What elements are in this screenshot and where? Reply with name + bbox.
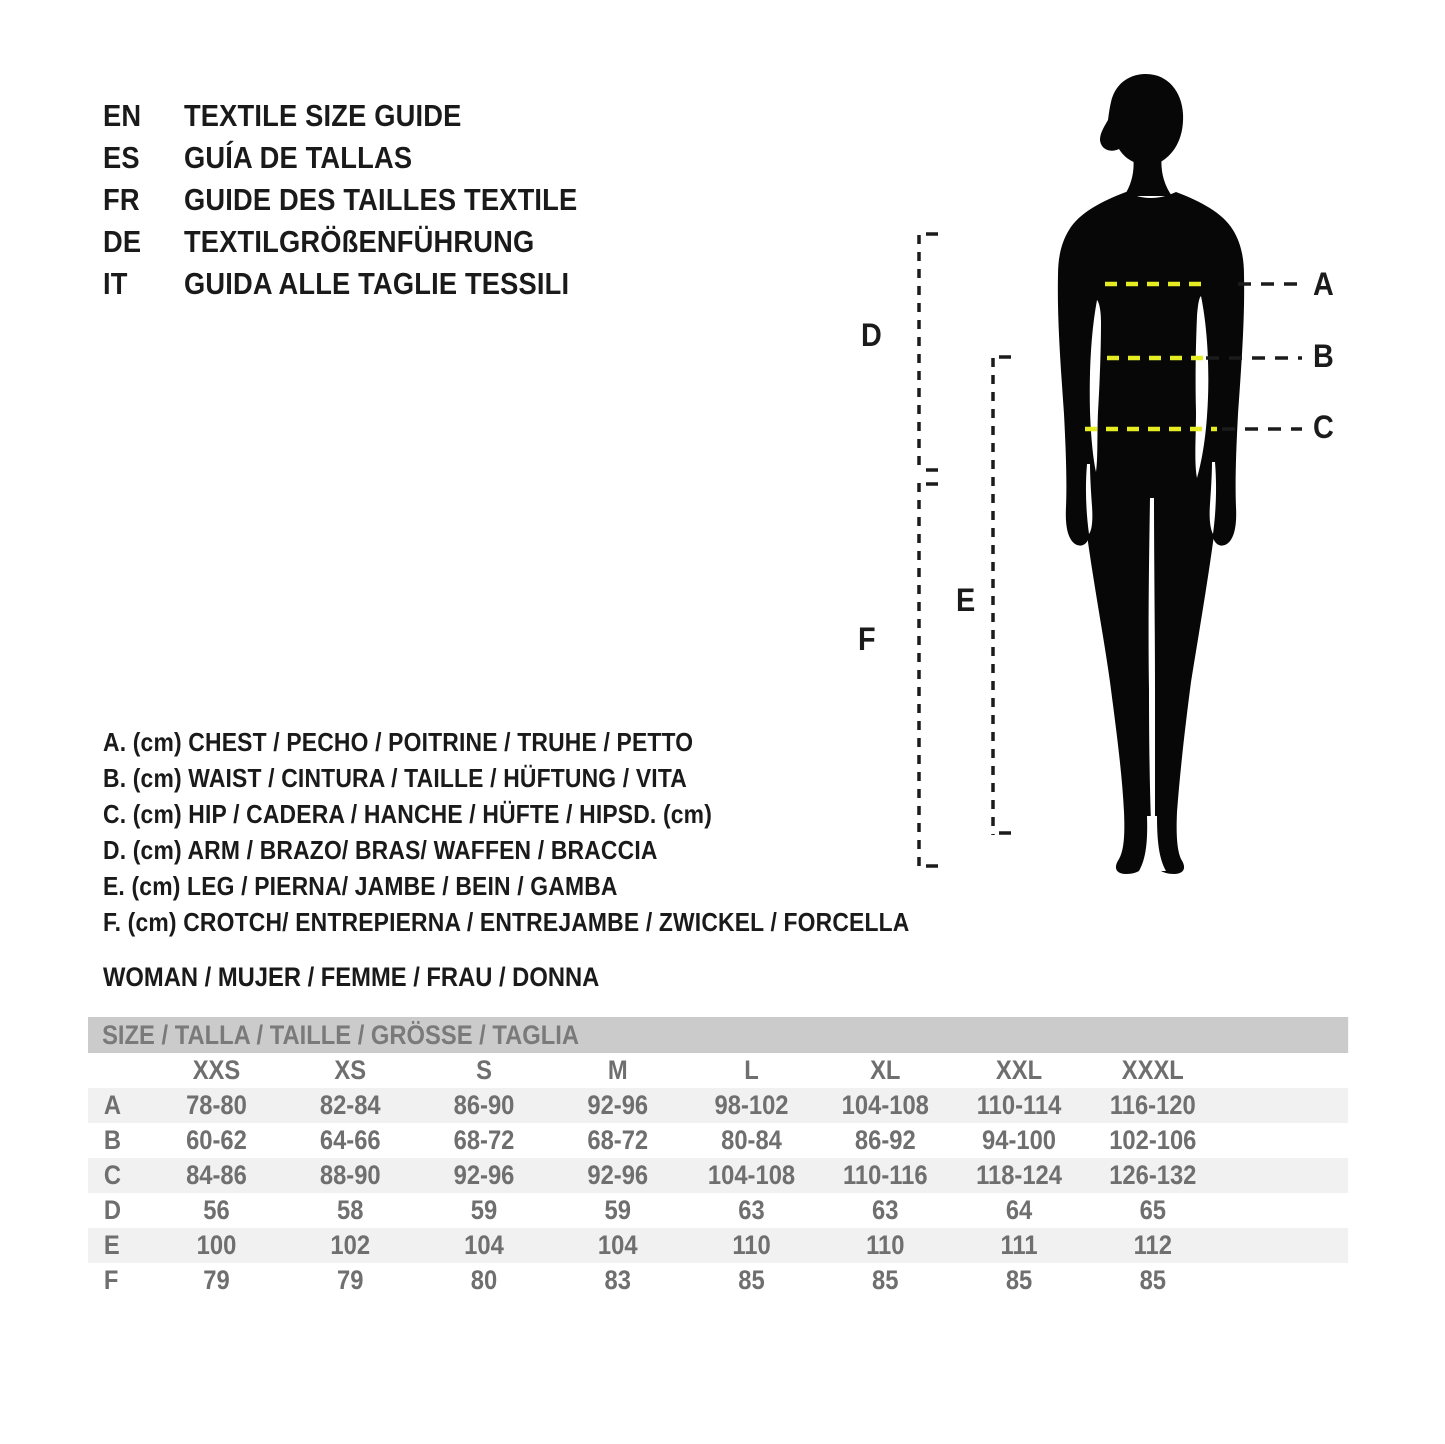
value-cell: 102-106 <box>1109 1125 1197 1155</box>
value-cell: 80-84 <box>721 1125 782 1155</box>
row-label: A <box>103 1090 121 1120</box>
legend-line-leg: E. (cm) LEG / PIERNA/ JAMBE / BEIN / GAMBA <box>103 871 618 901</box>
value-cell: 104 <box>597 1230 638 1260</box>
value-cell: 79 <box>203 1265 230 1295</box>
value-cell: 118-124 <box>976 1160 1062 1190</box>
size-name-cell: XS <box>334 1055 367 1085</box>
language-code: EN <box>103 98 142 133</box>
value-cell: 110-116 <box>842 1160 928 1190</box>
value-cell: 116-120 <box>1109 1090 1196 1120</box>
language-row-fr <box>103 179 577 221</box>
value-cell: 68-72 <box>587 1125 649 1155</box>
diagram-label-crotch: F <box>858 621 876 657</box>
size-name-cell: XL <box>870 1055 901 1085</box>
value-cell: 112 <box>1133 1230 1172 1260</box>
value-cell: 59 <box>604 1195 631 1225</box>
value-cell: 111 <box>1000 1230 1038 1260</box>
value-cell: 110 <box>866 1230 905 1260</box>
value-cell: 84-86 <box>186 1160 247 1190</box>
value-cell: 104-108 <box>707 1160 796 1190</box>
value-cell: 104 <box>464 1230 504 1260</box>
diagram-label-waist: B <box>1313 338 1334 374</box>
value-cell: 85 <box>738 1265 765 1295</box>
value-cell: 86-92 <box>854 1125 916 1155</box>
guide-title-de: TEXTILGRÖßENFÜHRUNG <box>183 224 535 259</box>
language-row-it <box>103 263 577 305</box>
size-name-cell: XXL <box>995 1055 1043 1085</box>
legend-line-crotch: F. (cm) CROTCH/ ENTREPIERNA / ENTREJAMBE / ZWICKEL / FORCELLA <box>103 907 910 937</box>
value-cell: 58 <box>337 1195 364 1225</box>
size-table <box>88 1017 1348 1298</box>
value-cell: 63 <box>738 1195 765 1225</box>
value-cell: 100 <box>196 1230 237 1260</box>
value-cell: 65 <box>1139 1195 1167 1225</box>
value-cell: 68-72 <box>453 1125 515 1155</box>
row-label: F <box>103 1265 119 1295</box>
language-code: FR <box>103 182 140 217</box>
value-cell: 94-100 <box>982 1125 1057 1155</box>
size-table-corner <box>88 1053 150 1088</box>
table-row <box>88 1263 1348 1298</box>
size-name-cell: M <box>607 1055 628 1085</box>
size-name-cell: L <box>744 1055 759 1085</box>
size-name-cell: XXS <box>192 1055 241 1085</box>
size-table-header: SIZE / TALLA / TAILLE / GRÖSSE / TAGLIA <box>88 1017 1348 1053</box>
value-cell: 64 <box>1005 1195 1033 1225</box>
value-cell: 88-90 <box>319 1160 381 1190</box>
row-label: B <box>103 1125 121 1155</box>
language-code: DE <box>103 224 142 259</box>
language-code: IT <box>103 266 128 301</box>
value-cell: 83 <box>604 1265 631 1295</box>
legend-line-waist: B. (cm) WAIST / CINTURA / TAILLE / HÜFTUNG / VITA <box>103 763 687 793</box>
value-cell: 60-62 <box>186 1125 247 1155</box>
table-row <box>88 1158 1348 1193</box>
row-label: D <box>103 1195 121 1225</box>
value-cell: 85 <box>1139 1265 1167 1295</box>
value-cell: 110-114 <box>976 1090 1062 1120</box>
silhouette-head <box>1100 74 1183 165</box>
value-cell: 64-66 <box>319 1125 381 1155</box>
table-row <box>88 1123 1348 1158</box>
diagram-label-arm: D <box>861 317 882 353</box>
guide-title-es: GUÍA DE TALLAS <box>183 140 413 175</box>
diagram-label-leg: E <box>956 582 976 618</box>
guide-title-fr: GUIDE DES TAILLES TEXTILE <box>183 182 578 217</box>
measurement-legend <box>103 724 909 940</box>
value-cell: 86-90 <box>453 1090 515 1120</box>
diagram-label-chest: A <box>1313 266 1334 302</box>
value-cell: 92-96 <box>453 1160 515 1190</box>
value-cell: 110 <box>732 1230 771 1260</box>
value-cell: 92-96 <box>587 1090 649 1120</box>
guide-title-en: TEXTILE SIZE GUIDE <box>183 98 462 133</box>
value-cell: 104-108 <box>841 1090 929 1120</box>
table-row <box>88 1088 1348 1123</box>
value-cell: 59 <box>470 1195 498 1225</box>
size-name-cell: S <box>476 1055 492 1085</box>
gender-heading: WOMAN / MUJER / FEMME / FRAU / DONNA <box>103 962 600 992</box>
table-row <box>88 1228 1348 1263</box>
value-cell: 126-132 <box>1109 1160 1197 1190</box>
measurement-diagram <box>850 60 1350 900</box>
value-cell: 102 <box>330 1230 371 1260</box>
diagram-label-hip: C <box>1313 409 1334 445</box>
language-row-es <box>103 137 577 179</box>
value-cell: 80 <box>470 1265 498 1295</box>
value-cell: 98-102 <box>714 1090 789 1120</box>
size-table-body <box>88 1088 1348 1298</box>
language-title-block <box>103 95 577 305</box>
value-cell: 56 <box>203 1195 230 1225</box>
value-cell: 92-96 <box>587 1160 649 1190</box>
legend-line-arm: D. (cm) ARM / BRAZO/ BRAS/ WAFFEN / BRACCIA <box>103 835 658 865</box>
value-cell: 85 <box>872 1265 899 1295</box>
value-cell: 63 <box>872 1195 899 1225</box>
guide-title-it: GUIDA ALLE TAGLIE TESSILI <box>183 266 570 301</box>
language-row-en <box>103 95 577 137</box>
legend-line-hip: C. (cm) HIP / CADERA / HANCHE / HÜFTE / HIPSD. (cm) <box>103 799 713 829</box>
size-names-row <box>88 1053 1348 1088</box>
value-cell: 78-80 <box>186 1090 247 1120</box>
size-name-cell: XXXL <box>1121 1055 1184 1085</box>
value-cell: 82-84 <box>319 1090 381 1120</box>
row-label: C <box>103 1160 121 1190</box>
language-code: ES <box>103 140 140 175</box>
vertical-measure-lines <box>919 235 993 868</box>
value-cell: 85 <box>1005 1265 1033 1295</box>
table-row <box>88 1193 1348 1228</box>
value-cell: 79 <box>337 1265 364 1295</box>
measure-line-ticks <box>926 234 1011 866</box>
row-label: E <box>103 1230 120 1260</box>
legend-line-chest: A. (cm) CHEST / PECHO / POITRINE / TRUHE / PETTO <box>103 727 694 757</box>
language-row-de <box>103 221 577 263</box>
